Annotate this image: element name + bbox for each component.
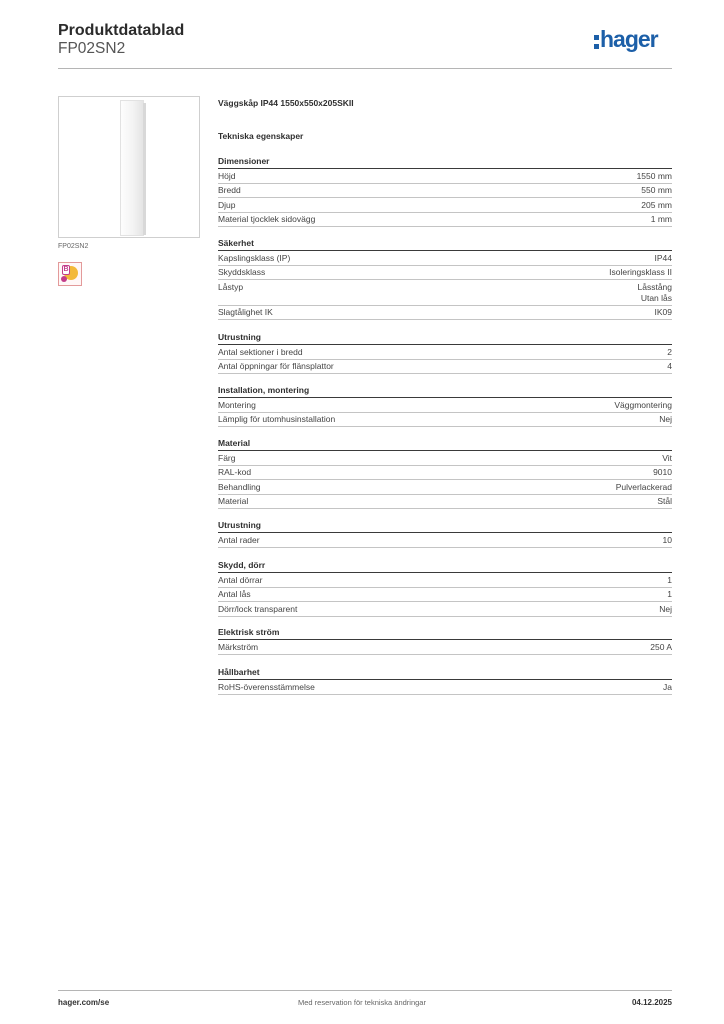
spec-value-line: IP44 <box>654 252 672 263</box>
spec-label: Dörr/lock transparent <box>218 603 298 614</box>
spec-value-line: 2 <box>667 346 672 357</box>
spec-label: Kapslingsklass (IP) <box>218 252 291 263</box>
spec-label: Skyddsklass <box>218 267 266 277</box>
spec-group-title: Hållbarhet <box>218 666 672 680</box>
spec-row <box>218 573 672 588</box>
spec-group <box>218 437 672 509</box>
spec-value <box>616 482 672 493</box>
product-code: FP02SN2 <box>58 40 126 57</box>
spec-value <box>614 400 672 411</box>
spec-value <box>667 347 672 358</box>
spec-row <box>218 495 672 510</box>
spec-group-title: Utrustning <box>218 519 672 533</box>
spec-row <box>218 480 672 495</box>
spec-label: Antal lås <box>218 589 251 599</box>
spec-value-line: Utan lås <box>640 292 672 303</box>
spec-row <box>218 280 672 306</box>
spec-label: Antal sektioner i bredd <box>218 346 303 357</box>
footer-date: 04.12.2025 <box>631 998 672 1007</box>
spec-value-line: 10 <box>662 534 672 545</box>
spec-group <box>218 519 672 548</box>
spec-group-title: Utrustning <box>218 331 672 345</box>
spec-label: Djup <box>218 199 236 210</box>
spec-value <box>650 642 672 653</box>
spec-row <box>218 169 672 184</box>
spec-value-line: Nej <box>659 414 672 424</box>
spec-label: RoHS-överensstämmelse <box>218 681 315 692</box>
spec-value-line: Vit <box>662 452 672 463</box>
spec-group <box>218 666 672 695</box>
spec-value-line: 1 mm <box>650 214 672 224</box>
spec-group <box>218 559 672 617</box>
spec-group-title: Material <box>218 437 672 451</box>
spec-value <box>659 414 672 425</box>
spec-group <box>218 331 672 374</box>
spec-value-line: Låsstång <box>637 281 672 292</box>
spec-value-line: 1 <box>667 574 672 585</box>
spec-row <box>218 266 672 281</box>
spec-row <box>218 345 672 360</box>
spec-row <box>218 251 672 266</box>
spec-value <box>655 307 673 318</box>
spec-value-line: 1 <box>667 589 672 599</box>
spec-value <box>641 185 672 196</box>
product-name: Väggskåp IP44 1550x550x205SKII <box>218 98 354 108</box>
spec-row <box>218 680 672 695</box>
spec-heading: Tekniska egenskaper <box>218 131 304 141</box>
spec-row <box>218 360 672 375</box>
spec-value-line: Väggmontering <box>614 399 672 410</box>
logo-dots-icon <box>594 35 599 50</box>
footer-website[interactable]: hager.com/se <box>58 998 110 1007</box>
spec-value-line: IK09 <box>654 307 672 317</box>
spec-group <box>218 237 672 320</box>
spec-label: Antal rader <box>218 534 260 545</box>
spec-value <box>653 467 672 478</box>
spec-label: Behandling <box>218 481 261 492</box>
spec-label: Antal öppningar för flänsplattor <box>218 361 334 371</box>
spec-value-line: Nej <box>659 603 672 614</box>
hazardous-substance-free-badge-icon: B <box>58 262 82 286</box>
spec-value <box>667 361 672 372</box>
spec-value <box>663 682 672 693</box>
spec-value-line: Isoleringsklass II <box>609 267 672 277</box>
spec-value <box>657 496 672 507</box>
spec-row <box>218 213 672 228</box>
logo-text: hager <box>600 26 658 52</box>
spec-label: Material <box>218 496 249 506</box>
spec-value <box>659 604 672 615</box>
image-caption: FP02SN2 <box>58 243 89 250</box>
spec-group-title: Säkerhet <box>218 237 672 251</box>
spec-label: Höjd <box>218 170 236 181</box>
spec-label: Bredd <box>218 185 241 195</box>
spec-label: Lämplig för utomhusinstallation <box>218 414 336 424</box>
header-divider <box>58 68 672 69</box>
spec-group-title: Skydd, dörr <box>218 559 672 573</box>
cabinet-side-icon <box>143 103 146 235</box>
spec-label: Märkström <box>218 641 259 652</box>
spec-label: Slagtålighet IK <box>218 307 273 317</box>
spec-row <box>218 184 672 199</box>
spec-value <box>655 253 673 264</box>
spec-label: Färg <box>218 452 236 463</box>
spec-value <box>637 171 672 182</box>
hager-logo <box>594 28 674 54</box>
spec-label: Antal dörrar <box>218 574 263 585</box>
spec-value <box>663 535 672 546</box>
spec-row <box>218 398 672 413</box>
spec-value <box>662 453 672 464</box>
spec-label: Montering <box>218 399 256 410</box>
spec-value-line: 1550 mm <box>636 170 672 181</box>
spec-value-line: Pulverlackerad <box>615 481 672 492</box>
spec-row <box>218 451 672 466</box>
spec-row <box>218 198 672 213</box>
cabinet-icon <box>121 101 143 235</box>
spec-value-line: 205 mm <box>641 199 672 210</box>
spec-value-line: Ja <box>663 681 672 692</box>
spec-label: Låstyp <box>218 281 244 292</box>
spec-label: RAL-kod <box>218 467 252 477</box>
spec-group <box>218 626 672 655</box>
spec-row <box>218 640 672 655</box>
spec-group-title: Elektrisk ström <box>218 626 672 640</box>
product-image <box>58 96 200 238</box>
footer-divider <box>58 990 672 991</box>
spec-value-line: 250 A <box>650 641 672 652</box>
spec-value <box>609 267 672 278</box>
spec-value-line: 9010 <box>653 467 672 477</box>
spec-group <box>218 384 672 427</box>
spec-value <box>641 200 672 211</box>
spec-value-line: 4 <box>667 361 672 371</box>
spec-value <box>651 214 672 225</box>
spec-row <box>218 306 672 321</box>
spec-value <box>667 589 672 600</box>
spec-value <box>638 282 673 304</box>
spec-row <box>218 533 672 548</box>
spec-value <box>667 575 672 586</box>
spec-label: Material tjocklek sidovägg <box>218 214 316 224</box>
page-title: Produktdatablad <box>58 22 185 39</box>
spec-group-title: Installation, montering <box>218 384 672 398</box>
spec-group <box>218 155 672 227</box>
spec-row <box>218 466 672 481</box>
footer-disclaimer: Med reservation för tekniska ändringar <box>298 998 426 1007</box>
spec-row <box>218 588 672 603</box>
spec-group-title: Dimensioner <box>218 155 672 169</box>
spec-row <box>218 413 672 428</box>
spec-row <box>218 602 672 617</box>
spec-value-line: Stål <box>657 496 672 506</box>
spec-value-line: 550 mm <box>641 185 672 195</box>
